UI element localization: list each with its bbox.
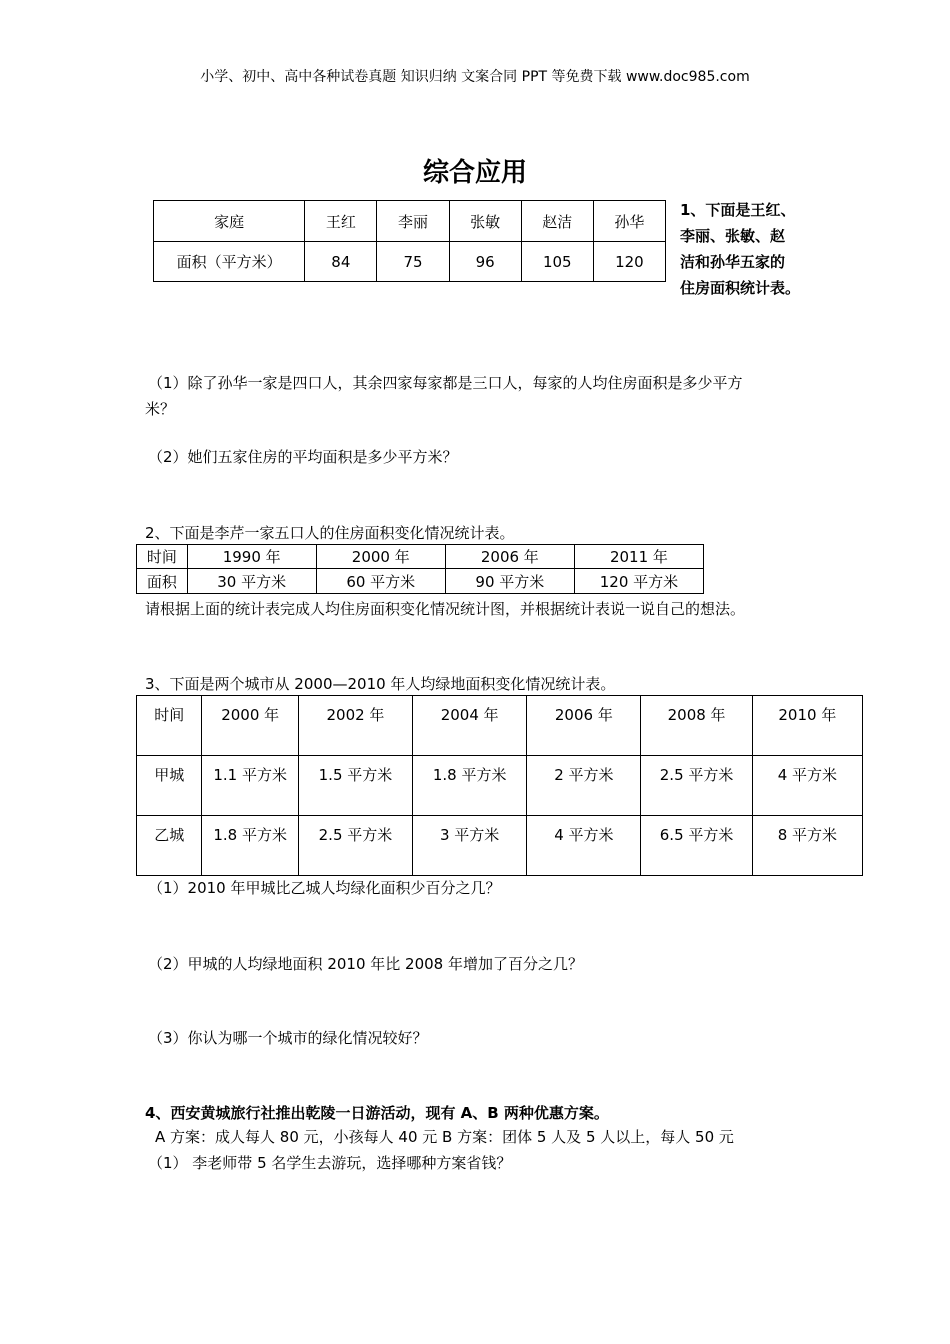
table-header-cell: 孙华 bbox=[593, 201, 665, 242]
table-row bbox=[137, 569, 704, 594]
table-cell: 60 平方米 bbox=[316, 569, 445, 594]
table-header-cell: 时间 bbox=[137, 696, 202, 756]
table-row bbox=[137, 756, 863, 816]
table-cell: 面积（平方米） bbox=[154, 242, 305, 282]
q3-sub3: （3）你认为哪一个城市的绿化情况较好？ bbox=[148, 1029, 428, 1047]
q3-sub2: （2）甲城的人均绿地面积 2010 年比 2008 年增加了百分之几？ bbox=[148, 955, 583, 973]
q1-sub1-line2: 米？ bbox=[145, 400, 176, 418]
table-cell: 120 bbox=[593, 242, 665, 282]
table-cell: 4 平方米 bbox=[752, 756, 862, 816]
q3-sub1: （1）2010 年甲城比乙城人均绿化面积少百分之几？ bbox=[148, 879, 501, 897]
table-header-cell: 张敏 bbox=[449, 201, 521, 242]
table-cell: 1.1 平方米 bbox=[202, 756, 298, 816]
table-cell: 1.5 平方米 bbox=[298, 756, 412, 816]
table-cell: 乙城 bbox=[137, 816, 202, 876]
table-cell: 甲城 bbox=[137, 756, 202, 816]
q3-table bbox=[136, 695, 863, 876]
table-header-cell: 2002 年 bbox=[298, 696, 412, 756]
table-header-cell: 王红 bbox=[305, 201, 377, 242]
table-header-cell: 2000 年 bbox=[202, 696, 298, 756]
q1-table bbox=[153, 200, 666, 282]
table-cell: 1.8 平方米 bbox=[202, 816, 298, 876]
table-cell: 3 平方米 bbox=[413, 816, 527, 876]
table-cell: 面积 bbox=[137, 569, 188, 594]
table-row bbox=[137, 545, 704, 569]
table-header-cell: 李丽 bbox=[377, 201, 449, 242]
q4-sub1: （1） 李老师带 5 名学生去游玩，选择哪种方案省钱？ bbox=[148, 1154, 512, 1172]
q1-sub1-line1: （1）除了孙华一家是四口人，其余四家每家都是三口人，每家的人均住房面积是多少平方 bbox=[148, 374, 743, 392]
table-header-cell: 1990 年 bbox=[187, 545, 316, 569]
table-cell: 4 平方米 bbox=[527, 816, 641, 876]
table-cell: 2.5 平方米 bbox=[298, 816, 412, 876]
table-cell: 90 平方米 bbox=[445, 569, 574, 594]
table-header-cell: 2006 年 bbox=[445, 545, 574, 569]
q2-table bbox=[136, 544, 704, 594]
table-row bbox=[154, 242, 666, 282]
table-header-cell: 时间 bbox=[137, 545, 188, 569]
page-header: 小学、初中、高中各种试卷真题 知识归纳 文案合同 PPT 等免费下载 www.doc985.com bbox=[200, 69, 750, 85]
q4-title: 4、西安黄城旅行社推出乾陵一日游活动，现有 A、B 两种优惠方案。 bbox=[145, 1104, 609, 1122]
q2-note: 请根据上面的统计表完成人均住房面积变化情况统计图，并根据统计表说一说自己的想法。 bbox=[145, 600, 746, 618]
table-cell: 120 平方米 bbox=[574, 569, 703, 594]
q3-title: 3、下面是两个城市从 2000—2010 年人均绿地面积变化情况统计表。 bbox=[145, 675, 616, 693]
table-header-cell: 2010 年 bbox=[752, 696, 862, 756]
table-cell: 75 bbox=[377, 242, 449, 282]
q2-title: 2、下面是李芹一家五口人的住房面积变化情况统计表。 bbox=[145, 524, 515, 542]
table-row bbox=[137, 696, 863, 756]
table-cell: 30 平方米 bbox=[187, 569, 316, 594]
table-header-cell: 2004 年 bbox=[413, 696, 527, 756]
table-cell: 105 bbox=[521, 242, 593, 282]
table-cell: 6.5 平方米 bbox=[641, 816, 752, 876]
table-cell: 1.8 平方米 bbox=[413, 756, 527, 816]
table-cell: 2 平方米 bbox=[527, 756, 641, 816]
table-cell: 96 bbox=[449, 242, 521, 282]
q4-plans: A 方案：成人每人 80 元，小孩每人 40 元 B 方案：团体 5 人及 5 人以上，每人 50 元 bbox=[155, 1128, 734, 1146]
q1-title: 1、下面是王红、 李丽、张敏、赵 洁和孙华五家的 住房面积统计表。 bbox=[680, 201, 801, 297]
table-row bbox=[154, 201, 666, 242]
table-header-cell: 2006 年 bbox=[527, 696, 641, 756]
table-header-cell: 2000 年 bbox=[316, 545, 445, 569]
table-cell: 8 平方米 bbox=[752, 816, 862, 876]
table-row bbox=[137, 816, 863, 876]
q1-sub2: （2）她们五家住房的平均面积是多少平方米？ bbox=[148, 448, 458, 466]
table-header-cell: 家庭 bbox=[154, 201, 305, 242]
table-header-cell: 赵洁 bbox=[521, 201, 593, 242]
table-header-cell: 2011 年 bbox=[574, 545, 703, 569]
table-cell: 2.5 平方米 bbox=[641, 756, 752, 816]
table-header-cell: 2008 年 bbox=[641, 696, 752, 756]
table-cell: 84 bbox=[305, 242, 377, 282]
page-title: 综合应用 bbox=[422, 158, 527, 188]
